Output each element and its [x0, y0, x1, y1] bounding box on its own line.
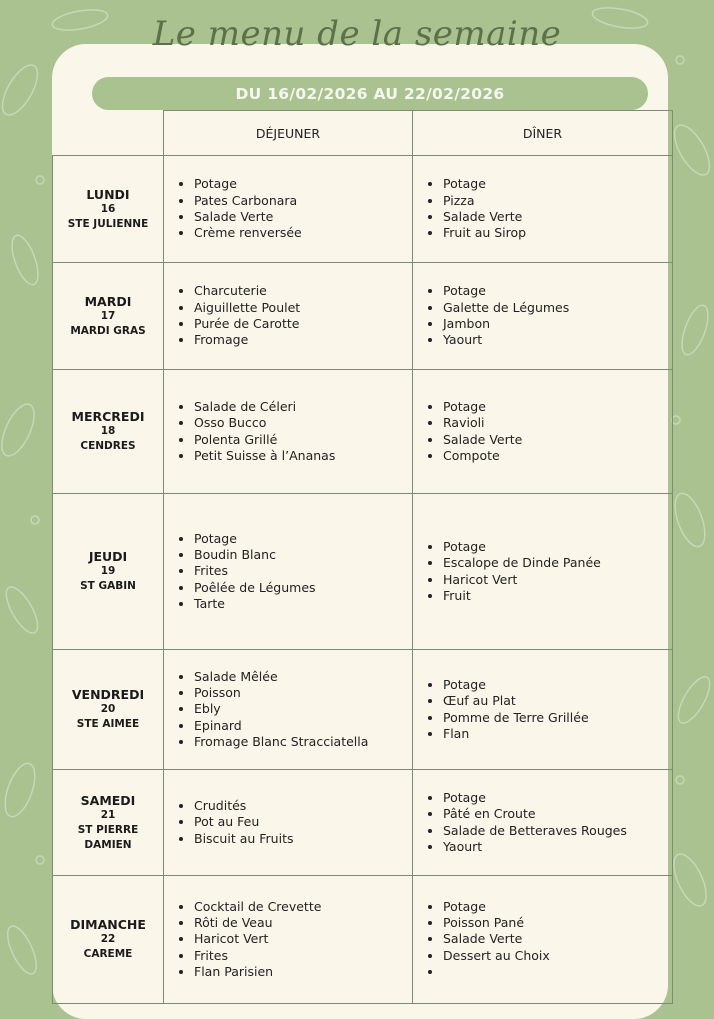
dinner-item: • Compote	[443, 448, 672, 464]
lunch-cell	[164, 263, 413, 370]
lunch-item: • Polenta Grillé	[194, 432, 412, 448]
day-number: 19	[100, 565, 116, 577]
dinner-item: • Haricot Vert	[443, 572, 672, 588]
dinner-item: • Fruit au Sirop	[443, 225, 672, 241]
lunch-cell	[164, 156, 413, 263]
day-cell	[53, 650, 164, 770]
dinner-list	[427, 899, 672, 980]
day-cell	[53, 370, 164, 494]
day-row	[53, 156, 673, 263]
lunch-item: • Biscuit au Fruits	[194, 831, 412, 847]
dinner-list	[427, 399, 672, 464]
dinner-cell	[413, 263, 673, 370]
day-saint: CAREME	[83, 948, 133, 960]
day-number: 18	[100, 425, 116, 437]
lunch-item: • Purée de Carotte	[194, 316, 412, 332]
date-range-text: DU 16/02/2026 AU 22/02/2026	[235, 84, 505, 103]
lunch-list	[178, 669, 412, 750]
dinner-item: • Galette de Légumes	[443, 300, 672, 316]
day-saint: MARDI GRAS	[70, 324, 146, 337]
day-name: JEUDI	[88, 549, 128, 564]
dinner-item: • Ravioli	[443, 415, 672, 431]
dinner-list	[427, 790, 672, 855]
lunch-item: • Pates Carbonara	[194, 193, 412, 209]
day-number: 20	[100, 703, 116, 715]
dinner-cell	[413, 770, 673, 876]
dinner-list	[427, 283, 672, 348]
day-number: 17	[100, 309, 116, 322]
day-name: SAMEDI	[80, 792, 136, 808]
day-number: 22	[100, 933, 116, 945]
dinner-item: • Potage	[443, 399, 672, 415]
day-row	[53, 494, 673, 650]
dinner-cell	[413, 650, 673, 770]
dinner-list	[427, 677, 672, 742]
lunch-list	[178, 283, 412, 348]
lunch-item: • Rôti de Veau	[194, 915, 412, 931]
lunch-item: • Frites	[194, 948, 412, 964]
menu-table	[52, 110, 673, 1004]
lunch-header: DÉJEUNER	[164, 111, 413, 156]
day-saint: ST PIERRE DAMIEN	[77, 823, 139, 851]
lunch-list	[178, 399, 412, 464]
dinner-item: • Salade Verte	[443, 209, 672, 225]
lunch-item: • Charcuterie	[194, 283, 412, 299]
lunch-item: • Tarte	[194, 596, 412, 612]
lunch-cell	[164, 370, 413, 494]
lunch-item: • Flan Parisien	[194, 964, 412, 980]
dinner-item: • Potage	[443, 539, 672, 555]
day-row	[53, 263, 673, 370]
lunch-item: • Frites	[194, 563, 412, 579]
lunch-cell	[164, 650, 413, 770]
dinner-item: • Escalope de Dinde Panée	[443, 555, 672, 571]
day-name: VENDREDI	[71, 687, 145, 702]
dinner-header: DÎNER	[413, 111, 673, 156]
lunch-item: • Salade Mêlée	[194, 669, 412, 685]
lunch-item: • Osso Bucco	[194, 415, 412, 431]
day-cell	[53, 876, 164, 1004]
dinner-item: • Potage	[443, 899, 672, 915]
header-row	[53, 111, 673, 156]
day-cell	[53, 156, 164, 263]
dinner-item: • Poisson Pané	[443, 915, 672, 931]
day-row	[53, 876, 673, 1004]
day-row	[53, 770, 673, 876]
corner-cell	[53, 111, 164, 156]
dinner-item	[443, 964, 672, 980]
day-cell	[53, 770, 164, 876]
day-name: MARDI	[84, 293, 132, 309]
page-title: Le menu de la semaine	[152, 14, 562, 54]
dinner-item: • Potage	[443, 283, 672, 299]
day-saint: ST GABIN	[80, 580, 136, 592]
day-cell	[53, 263, 164, 370]
lunch-list	[178, 531, 412, 612]
lunch-item: • Aiguillette Poulet	[194, 300, 412, 316]
dinner-item: • Pizza	[443, 193, 672, 209]
dinner-item: • Yaourt	[443, 332, 672, 348]
date-range-banner	[92, 77, 648, 110]
dinner-item: • Yaourt	[443, 839, 672, 855]
lunch-item: • Fromage Blanc Stracciatella	[194, 734, 412, 750]
lunch-list	[178, 899, 412, 980]
day-name: MERCREDI	[71, 409, 145, 424]
lunch-item: • Ebly	[194, 701, 412, 717]
lunch-cell	[164, 876, 413, 1004]
lunch-cell	[164, 494, 413, 650]
lunch-list	[178, 176, 412, 241]
dinner-item: • Pâté en Croute	[443, 806, 672, 822]
day-number: 16	[100, 202, 116, 215]
dinner-item: • Flan	[443, 726, 672, 742]
dinner-cell	[413, 156, 673, 263]
dinner-cell	[413, 370, 673, 494]
lunch-item: • Crème renversée	[194, 225, 412, 241]
dinner-item: • Potage	[443, 677, 672, 693]
day-saint: CENDRES	[80, 440, 136, 452]
lunch-item: • Boudin Blanc	[194, 547, 412, 563]
lunch-item: • Salade Verte	[194, 209, 412, 225]
dinner-item: • Salade Verte	[443, 931, 672, 947]
dinner-item: • Salade de Betteraves Rouges	[443, 823, 672, 839]
day-saint: STE AIMEE	[76, 718, 140, 730]
lunch-item: • Poêlée de Légumes	[194, 580, 412, 596]
dinner-item: • Salade Verte	[443, 432, 672, 448]
dinner-item: • Œuf au Plat	[443, 693, 672, 709]
dinner-item: • Jambon	[443, 316, 672, 332]
dinner-item: • Dessert au Choix	[443, 948, 672, 964]
lunch-cell	[164, 770, 413, 876]
day-number: 21	[100, 808, 116, 821]
day-row	[53, 370, 673, 494]
lunch-item: • Salade de Céleri	[194, 399, 412, 415]
lunch-item: • Cocktail de Crevette	[194, 899, 412, 915]
lunch-item: • Crudités	[194, 798, 412, 814]
day-name: DIMANCHE	[70, 917, 146, 932]
dinner-item: • Potage	[443, 176, 672, 192]
lunch-item: • Poisson	[194, 685, 412, 701]
day-row	[53, 650, 673, 770]
dinner-item: • Potage	[443, 790, 672, 806]
day-saint: STE JULIENNE	[67, 217, 149, 230]
lunch-item: • Potage	[194, 531, 412, 547]
day-name: LUNDI	[86, 186, 130, 202]
dinner-cell	[413, 876, 673, 1004]
lunch-list	[178, 798, 412, 847]
dinner-list	[427, 176, 672, 241]
lunch-item: • Epinard	[194, 718, 412, 734]
lunch-item: • Pot au Feu	[194, 814, 412, 830]
dinner-item: • Fruit	[443, 588, 672, 604]
dinner-item: • Pomme de Terre Grillée	[443, 710, 672, 726]
lunch-item: • Fromage	[194, 332, 412, 348]
lunch-item: • Potage	[194, 176, 412, 192]
day-cell	[53, 494, 164, 650]
dinner-list	[427, 539, 672, 604]
lunch-item: • Haricot Vert	[194, 931, 412, 947]
lunch-item: • Petit Suisse à l’Ananas	[194, 448, 412, 464]
dinner-cell	[413, 494, 673, 650]
